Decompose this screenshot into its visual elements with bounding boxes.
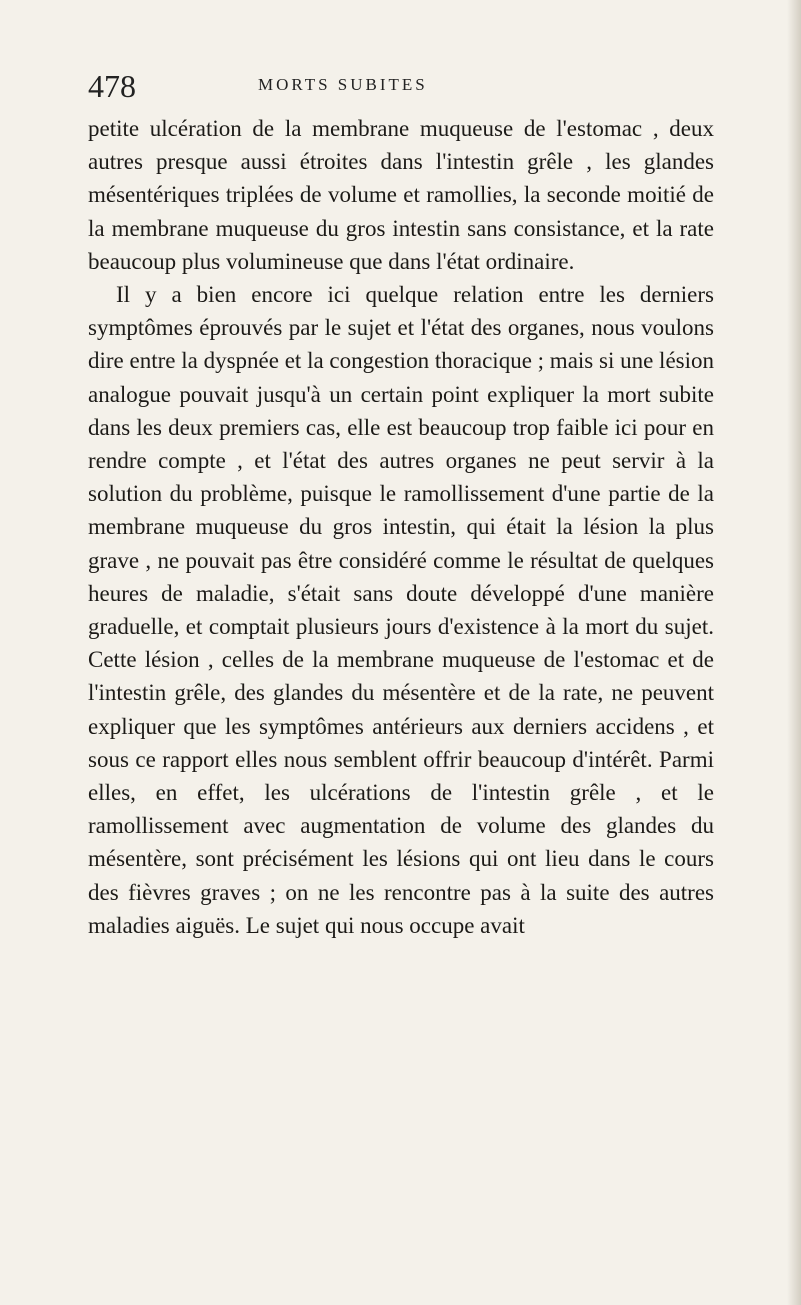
page-edge-shadow — [787, 0, 801, 1305]
paragraph: Il y a bien encore ici quelque relation entre les derniers symptômes éprouvés par le sujet et l'état des organes, nous voulons dire entre la dyspnée et la congestion thoracique ; mais si une lésion analogue pouvait jusqu'à un certain point expliquer la mort subite dans les deux premiers cas, elle est beaucoup trop faible ici pour en rendre compte , et l'état des autres organes ne peut servir à la solution du problème, puisque le ramollissement d'une partie de la membrane muqueuse du gros intestin, qui était la lésion la plus grave , ne pouvait pas être considéré comme le résultat de quelques heures de maladie, s'était sans doute développé d'une manière graduelle, et comptait plusieurs jours d'existence à la mort du sujet. Cette lésion , celles de la membrane muqueuse de l'estomac et de l'intestin grêle, des glandes du mésentère et de la rate, ne peuvent expliquer que les symptômes antérieurs aux derniers accidens , et sous ce rapport elles nous semblent offrir beaucoup d'intérêt. Parmi elles, en effet, les ulcérations de l'intestin grêle , et le ramollissement avec augmentation de volume des glandes du mésentère, sont précisément les lésions qui ont lieu dans le cours des fièvres graves ; on ne les rencontre pas à la suite des autres maladies aiguës. Le sujet qui nous occupe avait — [88, 282, 714, 938]
page-number: 478 — [88, 68, 136, 104]
paragraph-continuation: petite ulcération de la membrane muqueuse de l'estomac , deux autres presque aussi étroites dans l'intestin grêle , les glandes mésentériques triplées de volume et ramollies, la seconde moitié de la membrane muqueuse du gros intestin sans consistance, et la rate beaucoup plus volumineuse que dans l'état ordinaire. — [88, 116, 714, 274]
running-title: MORTS SUBITES — [258, 75, 428, 94]
body-text — [88, 112, 714, 942]
page-header — [88, 66, 708, 106]
